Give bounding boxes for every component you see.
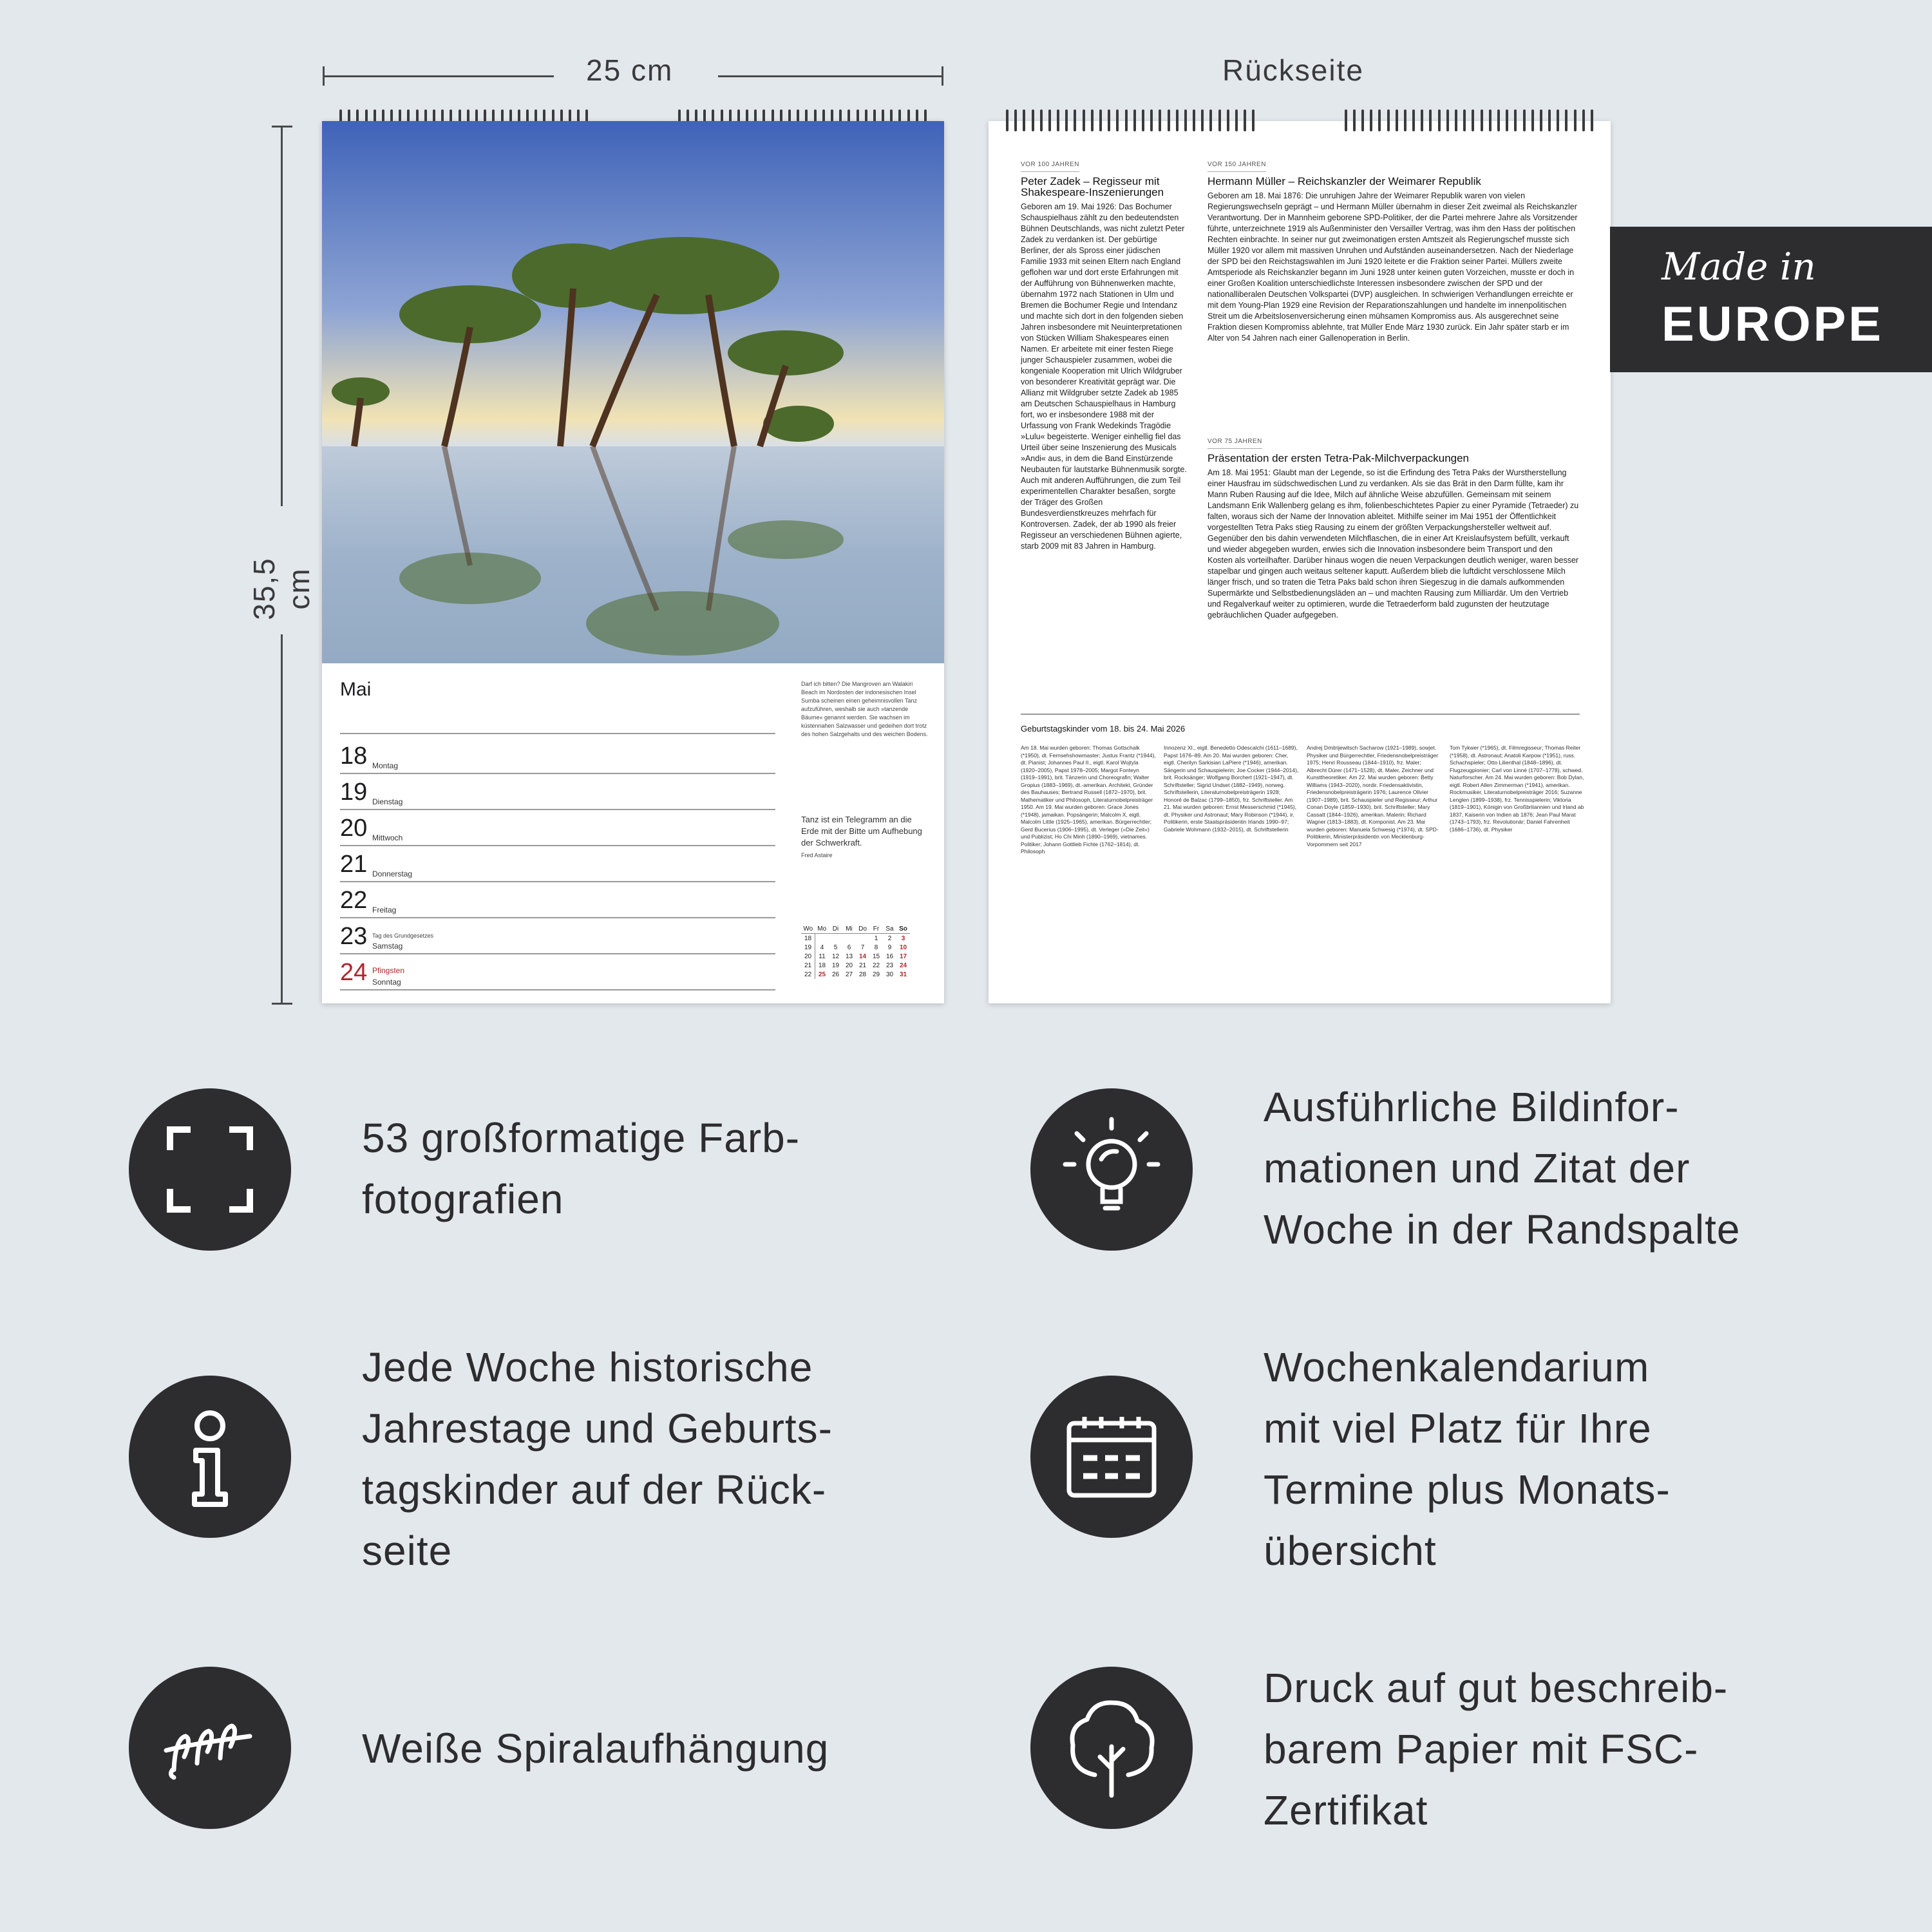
mini-cal-day: 6 <box>847 943 851 951</box>
badge-script: Made in <box>1662 245 1816 289</box>
spiral-coil <box>1048 109 1051 131</box>
spiral-coil <box>1591 109 1593 131</box>
tree-icon <box>1030 1667 1193 1829</box>
feature-calendar-line2: mit viel Platz für Ihre <box>1264 1405 1652 1452</box>
day-number: 22 <box>340 887 368 914</box>
feature-history <box>362 1337 833 1582</box>
mini-cal-day <box>815 934 829 943</box>
mini-cal-week: 21 <box>801 961 815 970</box>
mini-cal-day: 26 <box>831 971 840 978</box>
spiral-coil <box>1412 109 1415 131</box>
spiral-coil <box>1361 109 1364 131</box>
spiral-coil <box>1531 109 1534 131</box>
article-tetrapak-title: Präsentation der ersten Tetra-Pak-Milchverpackungen <box>1208 452 1470 464</box>
article-tetrapak <box>1208 435 1580 621</box>
mini-cal-day: 16 <box>886 952 894 960</box>
mini-cal-week: 20 <box>801 952 815 961</box>
spiral-coil <box>1006 109 1009 131</box>
week-top-rule <box>340 733 775 734</box>
feature-weekly-calendar <box>1264 1337 1671 1582</box>
mini-cal-day: 20 <box>845 961 853 969</box>
mini-cal-header: Sa <box>883 924 896 934</box>
day-name: Mittwoch <box>372 833 403 842</box>
spiral-coil <box>1168 109 1170 131</box>
mini-cal-header: Mi <box>842 924 856 934</box>
spiral-coil <box>1116 109 1119 131</box>
spiral-coil <box>1438 109 1441 131</box>
feature-calendar-line1: Wochenkalendarium <box>1264 1344 1650 1390</box>
birthday-col-3: Andrej Dmitrijewitsch Sacharow (1921–1989), sowjet. Physiker und Bürgerrechtler, Friedensnobelpreisträger 1975; Henri Rousseau (1844–1910), frz. Maler; Albrecht Dürer (1471–1528), dt. Maler, Zeichner und Kunsttheoretiker. Am 22. Mai wurden geboren: Betty Williams (1943–2020), nordir. Friedensaktivistin, Friedensnobelpreisträgerin 1976; Laurence Olivier (1907–1989), brit. Schauspieler und Regisseur; Arthur Conan Doyle (1859–1930), brit. Schriftsteller; Mary Cassatt (1844–1926), amerikan. Malerin; Richard Wagner (1813–1883), dt. Komponist. Am 23. Mai wurden geboren: Manuela Schwesig (*1974), dt. SPD-Politikerin, Ministerpräsidentin von Mecklenburg-Vorpommern seit 2017 <box>1307 744 1439 848</box>
spiral-coil <box>1074 109 1076 131</box>
birthday-title: Geburtstagskinder vom 18. bis 24. Mai 2026 <box>1021 724 1186 734</box>
mini-cal-day: 25 <box>818 971 826 978</box>
feature-calendar-line3: Termine plus Monats- <box>1264 1466 1671 1513</box>
article-zadek-title: Peter Zadek – Regisseur mit Shakespeare-Inszenierungen <box>1021 175 1164 198</box>
mini-cal-day: 30 <box>886 971 894 978</box>
spiral-coil <box>1142 109 1144 131</box>
day-number: 19 <box>340 779 368 806</box>
article-tetrapak-kicker: VOR 75 JAHREN <box>1208 436 1262 449</box>
spiral-coil <box>1057 109 1059 131</box>
feature-fsc-line1: Druck auf gut beschreib- <box>1264 1665 1728 1711</box>
article-mueller-title: Hermann Müller – Reichskanzler der Weimarer Republik <box>1208 175 1481 187</box>
article-mueller-kicker: VOR 150 JAHREN <box>1208 159 1266 172</box>
spiral-coil <box>1472 109 1474 131</box>
calendar-back-page <box>989 121 1611 1003</box>
spiral-coil <box>1159 109 1161 131</box>
mini-cal-day <box>829 934 842 943</box>
month-title: Mai <box>340 679 372 700</box>
spiral-coil <box>1446 109 1449 131</box>
spiral-coil <box>1193 109 1195 131</box>
spiral-coil <box>1481 109 1483 131</box>
spiral-coil <box>1370 109 1372 131</box>
day-name: Donnerstag <box>372 869 413 878</box>
day-number: 18 <box>340 743 368 770</box>
mini-cal-day: 17 <box>899 952 907 960</box>
spiral-coil <box>1083 109 1085 131</box>
day-row[interactable] <box>340 737 775 774</box>
spiral-coil <box>1125 109 1128 131</box>
spiral-coil <box>1455 109 1457 131</box>
spiral-coil <box>1404 109 1406 131</box>
mini-cal-day: 5 <box>833 943 838 951</box>
mini-cal-header: Do <box>856 924 869 934</box>
spiral-coil <box>1252 109 1255 131</box>
height-label: 35,5 cm <box>247 557 316 620</box>
article-tetrapak-text: Am 18. Mai 1951: Glaubt man der Legende, so ist die Erfindung des Tetra Paks der Wurstherstellung einer Hausfrau im südschwedischen Lund zu verdanken. Als sie das Brät in den Darm füllte, kam ihr Mann Ruben Rausing auf die Idee, Milch auf ähnliche Weise abzufüllen. Gemeinsam mit seinem Landsmann Erik Wallenberg gelang es ihm, folienbeschichtetes Papier zu einer Pyramide (Tetraeder) zu falten, woraus sich der Name der Innovation ableitet. Mithilfe seiner im Mai 1951 der Öffentlichkeit vorgestellten Tetra Paks stieg Rausing zu einem der größten Verpackungshersteller weltweit auf. Gegenüber den bis dahin verwendeten Milchflaschen, die in einer Art Kreislaufsystem befüllt, verkauft und wieder abgegeben wurden, erwies sich die Innovation insbesondere beim Transport und den Kosten als vorteilhafter. Darüber hinaus wogen die neuen Verpackungen deutlich weniger, waren besser stapelbar und gingen auch weitaus seltener kaputt. Außerdem blieb die luftdicht verschlossene Milch länger frisch, und so traten die Tetra Paks bald schon ihren Siegeszug in die damals aufkommenden Supermärkte und Selbstbedienungsläden an – und machten Rausing zum Milliardär. Um den Vertrieb und Regalverkauf weiter zu optimieren, wurde die Tetraederform bald zugunsten der heutzutage gebräuchlichen Quader aufgegeben. <box>1208 468 1579 620</box>
spiral-coil <box>1523 109 1526 131</box>
mini-cal-day: 24 <box>899 961 907 969</box>
mini-cal-week: 18 <box>801 934 815 943</box>
mini-cal-day <box>856 934 869 943</box>
info-icon <box>129 1376 291 1538</box>
spiral-coil <box>1235 109 1238 131</box>
spiral-coil <box>1184 109 1187 131</box>
mini-cal-header: Wo <box>801 924 815 934</box>
back-side-label: Rückseite <box>1222 53 1364 87</box>
badge-europe: EUROPE <box>1662 297 1884 352</box>
feature-spiral <box>362 1718 829 1779</box>
mini-cal-day: 1 <box>874 934 878 942</box>
expand-frame-icon <box>129 1088 291 1251</box>
spiral-coil <box>1201 109 1204 131</box>
mini-cal-header: Mo <box>815 924 829 934</box>
day-number: 23 <box>340 923 368 950</box>
day-number: 21 <box>340 851 368 878</box>
spiral-coil <box>1209 109 1212 131</box>
day-name: Montag <box>372 761 399 770</box>
spiral-coil <box>1014 109 1017 131</box>
day-row[interactable] <box>340 773 775 810</box>
mini-cal-day: 12 <box>831 952 840 960</box>
feature-spiral-line1: Weiße Spiralaufhängung <box>362 1725 829 1772</box>
day-row[interactable] <box>340 917 775 954</box>
feature-fsc-paper <box>1264 1658 1728 1841</box>
spiral-binding <box>989 109 1611 133</box>
spiral-coil <box>1548 109 1551 131</box>
spiral-coil <box>1353 109 1356 131</box>
spiral-coil <box>1582 109 1585 131</box>
mini-cal-day <box>842 934 856 943</box>
feature-photos <box>362 1108 800 1230</box>
day-row[interactable] <box>340 881 775 918</box>
spiral-coil <box>1176 109 1179 131</box>
mini-month-calendar <box>801 924 910 979</box>
spiral-coil <box>1218 109 1221 131</box>
quote <box>801 814 930 860</box>
article-zadek <box>1021 158 1187 552</box>
spiral-coil <box>1497 109 1500 131</box>
mini-cal-day: 28 <box>858 971 867 978</box>
mini-cal-day: 9 <box>887 943 892 951</box>
feature-info-line3: Woche in der Randspalte <box>1264 1206 1741 1253</box>
side-caption: Darf ich bitten? Die Mangroven am Walakiri Beach im Nordosten der indonesischen Insel Sumba scheinen einen geheimnisvollen Tanz aufzuführen, weshalb sie auch »tanzende Bäume« genannt werden. Sie wachsen im küstennahen Salzwasser und gedeihen dort trotz des hohen Salzgehalts und des weichen Bodens. <box>801 681 928 737</box>
quote-author: Fred Astaire <box>801 852 833 858</box>
spiral-coil <box>1032 109 1034 131</box>
spiral-coil <box>1387 109 1390 131</box>
mini-cal-day: 11 <box>819 952 826 960</box>
spiral-coil <box>1108 109 1110 131</box>
spiral-binding-icon <box>129 1667 291 1829</box>
spiral-coil <box>1506 109 1508 131</box>
feature-history-line3: tagskinder auf der Rück- <box>362 1466 827 1513</box>
mini-cal-header: Fr <box>869 924 883 934</box>
mini-cal-day: 23 <box>886 961 894 969</box>
spiral-coil <box>1378 109 1381 131</box>
feature-info-line1: Ausführliche Bildinfor- <box>1264 1084 1680 1130</box>
mini-cal-day: 14 <box>858 952 867 960</box>
day-row[interactable] <box>340 845 775 882</box>
feature-info-line2: mationen und Zitat der <box>1264 1145 1690 1191</box>
mini-cal-day: 27 <box>845 971 853 978</box>
mini-cal-day: 15 <box>872 952 880 960</box>
day-note: Tag des Grundgesetzes <box>372 933 434 939</box>
spiral-coil <box>1091 109 1094 131</box>
made-in-europe-badge <box>1610 227 1932 372</box>
quote-text: Tanz ist ein Telegramm an die Erde mit der Bitte um Aufhebung der Schwerkraft. <box>801 815 922 848</box>
article-zadek-kicker: VOR 100 JAHREN <box>1021 159 1079 172</box>
day-name: Samstag <box>372 942 403 951</box>
feature-image-info <box>1264 1077 1740 1260</box>
spiral-coil <box>1040 109 1043 131</box>
spiral-coil <box>1244 109 1246 131</box>
mini-cal-day: 31 <box>899 971 907 978</box>
spiral-coil <box>1099 109 1102 131</box>
light-bulb-icon <box>1030 1088 1193 1251</box>
spiral-coil <box>1574 109 1577 131</box>
mini-cal-day: 2 <box>887 934 892 942</box>
feature-photos-line1: 53 großformatige Farb- <box>362 1115 800 1161</box>
day-name: Dienstag <box>372 797 403 806</box>
mini-cal-day: 10 <box>899 943 907 951</box>
day-note: Pfingsten <box>372 966 405 975</box>
mini-cal-day: 4 <box>820 943 824 951</box>
width-label: 25 cm <box>586 53 674 87</box>
birthday-col-2: Innozenz XI., eigtl. Benedetto Odescalchi (1611–1689), Papst 1676–89. Am 20. Mai wurden geboren: Cher, eigtl. Cherilyn Sarkisian LaPiere (*1946), amerikan. Sängerin und Schauspielerin; Joe Cocker (1944–2014), brit. Rocksänger; Wolfgang Borchert (1921–1947), dt. Schriftsteller; Sigrid Undset (1882–1949), norweg. Schriftstellerin, Literaturnobelpreisträgerin 1928; Honoré de Balzac (1799–1850), frz. Schriftsteller. Am 21. Mai wurden geboren: Ernst Messerschmid (*1945), dt. Physiker und Astronaut; Mary Robinson (*1944), ir. Politikerin, erste Staatspräsidentin Irlands 1990–97; Gabriele Wohmann (1932–2015), dt. Schriftstellerin <box>1164 744 1299 833</box>
article-zadek-text: Geboren am 19. Mai 1926: Das Bochumer Schauspielhaus zählt zu den bedeutendsten Bühnen Deutschlands, was nicht zuletzt Peter Zadek zu verdanken ist. Der gebürtige Berliner, der als Spross einer jüdischen Familie 1933 mit seinen Eltern nach England geflohen war und dort erste Erfahrungen mit der Aufführung von Bühnenwerken machte, übernahm 1972 nach Stationen in Ulm und Bremen die Bochumer Regie und Intendanz und machte sich dort in den folgenden sieben Jahren insbesondere mit Neuinterpretationen von Stücken William Shakespeares einen Namen. Er arbeitete mit einer festen Riege junger Schauspieler zusammen, wobei die kongeniale Kooperation mit Ulrich Wildgruber von besonderer Kreativität geprägt war. Die Allianz mit Wildgruber setzte Zadek ab 1985 am Deutschen Schauspielhaus in Hamburg fort, wo er insbesondere 1988 mit der Urfassung von Frank Wedekinds Tragödie »Lulu« begeisterte. Weniger einhellig fiel das Urteil über seine Inszenierung des Musicals »Andi« aus, in dem die Band Einstürzende Neubauten für lautstarke Bühnenmusik sorgte. Auch mit anderen Aufführungen, die zum Teil experimentellen Charakter besaßen, sorgte der Träger des Großen Bundesverdienstkreuzes mehrfach für Kontroversen. Zadek, der ab 1990 als freier Regisseur an verschiedenen Bühnen agierte, starb 2009 mit 83 Jahren in Hamburg. <box>1021 202 1187 551</box>
feature-fsc-line2: barem Papier mit FSC- <box>1264 1726 1699 1772</box>
day-number: 20 <box>340 815 368 842</box>
spiral-coil <box>1540 109 1542 131</box>
spiral-coil <box>1023 109 1025 131</box>
spiral-coil <box>1463 109 1466 131</box>
day-name: Freitag <box>372 905 397 914</box>
article-mueller-text: Geboren am 18. Mai 1876: Die unruhigen Jahre der Weimarer Republik waren von vielen Regierungswechseln geprägt – und Hermann Müller übernahm in dieser Zeit zweimal als Reichskanzler Verantwortung. Der in Mannheim geborene SPD-Politiker, der die Partei mehrere Jahre als Vorsitzender führte, unterzeichnete 1919 als Außenminister den Versailler Vertrag, was ihm den Hass der politischen Rechten einbrachte. In seiner nur gut zweimonatigen ersten Amtszeit als Regierungschef musste sich Müller 1920 vor allem mit massiven Unruhen und Aufständen auseinandersetzen. Nach der Niederlage der SPD bei den Reichstagswahlen im Juni 1920 leitete er die Fraktion seiner Partei. Müllers zweite Amtsperiode als Reichskanzler begann im Juni 1928 unter keinen guten Vorzeichen, musste er doch in einer Großen Koalition unterschiedlichste Interessen insbesondere zwischen der SPD und der nationalliberalen Deutschen Volkspartei (DVP) ausgleichen. In schwierigen Verhandlungen erreichte er mit dem Young-Plan 1929 eine Revision der Reparationszahlungen und handelte im innenpolitischen Streit um die Arbeitslosenversicherung einen mühsamen Kompromiss aus. Als ausgerechnet seine Fraktion diesen Kompromiss ablehnte, trat Müller Ende März 1930 zurück. Ein Jahr später starb er im Alter von 54 Jahren nach einer Gallenoperation in Berlin. <box>1208 191 1578 343</box>
article-mueller <box>1208 158 1580 344</box>
spiral-coil <box>1557 109 1559 131</box>
feature-history-line4: seite <box>362 1528 453 1574</box>
calendar-icon <box>1030 1376 1193 1538</box>
spiral-coil <box>1227 109 1229 131</box>
feature-fsc-line3: Zertifikat <box>1264 1787 1428 1833</box>
day-row[interactable] <box>340 809 775 846</box>
spiral-coil <box>1429 109 1432 131</box>
mini-cal-day: 13 <box>845 952 853 960</box>
birthday-rule <box>1021 714 1580 715</box>
spiral-coil <box>1489 109 1492 131</box>
day-name: Sonntag <box>372 978 401 987</box>
mini-cal-day: 3 <box>901 934 905 942</box>
day-row[interactable] <box>340 953 775 990</box>
mini-cal-day: 21 <box>858 961 867 969</box>
mini-cal-week: 22 <box>801 970 815 979</box>
birthday-col-4: Tom Tykwer (*1965), dt. Filmregisseur; Thomas Reiter (*1958), dt. Astronaut; Anatoli Karpow (*1951), russ. Schachspieler; Otto Lilienthal (1848–1896), dt. Flugzeugpionier; Carl von Linné (1707–1778), schwed. Naturforscher. Am 24. Mai wurden geboren: Bob Dylan, eigtl. Robert Allen Zimmerman (*1941), amerikan. Rockmusiker, Literaturnobelpreisträger 2016; Suzanne Lenglen (1899–1938), frz. Tennisspielerin; Viktoria (1819–1901), Königin von Großbritannien und Irland ab 1837, Kaiserin von Indien ab 1876; Jean Paul Marat (1743–1793), frz. Revolutionär; Daniel Fahrenheit (1686–1736), dt. Physiker <box>1450 744 1584 833</box>
mini-cal-day: 7 <box>860 943 865 951</box>
spiral-coil <box>1133 109 1136 131</box>
mini-cal-day: 22 <box>872 961 880 969</box>
mini-cal-day: 29 <box>872 971 880 978</box>
day-number: 24 <box>340 959 368 986</box>
mini-cal-day: 19 <box>831 961 840 969</box>
spiral-coil <box>1514 109 1517 131</box>
spiral-coil <box>1345 109 1347 131</box>
spiral-coil <box>1150 109 1153 131</box>
mini-cal-header: So <box>896 924 910 934</box>
calendar-front-page <box>322 121 944 1003</box>
mini-cal-week: 19 <box>801 943 815 952</box>
spiral-coil <box>1396 109 1398 131</box>
feature-photos-line2: fotografien <box>362 1176 564 1222</box>
feature-calendar-line4: übersicht <box>1264 1528 1437 1574</box>
spiral-coil <box>1065 109 1068 131</box>
spiral-coil <box>1421 109 1423 131</box>
feature-history-line1: Jede Woche historische <box>362 1344 813 1390</box>
birthday-col-1: Am 18. Mai wurden geboren: Thomas Gottschalk (*1950), dt. Fernsehshowmaster; Justus Frantz (*1944), dt. Pianist; Johannes Paul II., eigtl. Karol Wojtyla (1920–2005), Papst 1978–2005; Margot Fonteyn (1919–1991), brit. Tänzerin und Choreografin; Walter Gropius (1883–1969), dt.-amerikan. Architekt, Gründer des Bauhauses; Bertrand Russell (1872–1970), brit. Mathematiker und Philosoph, Literaturnobelpreisträger 1950. Am 19. Mai wurden geboren: Grace Jones (*1948), jamaikan. Popsängerin; Malcolm X, eigtl. Malcolm Little (1925–1965), amerikan. Bürgerrechtler; Gerd Bucerius (1906–1995), dt. Verleger (»Die Zeit«) und Publizist; Ho Chi Minh (1890–1969), vietnames. Politiker; Johann Gottlieb Fichte (1762–1814), dt. Philosoph <box>1021 744 1156 855</box>
mini-cal-header: Di <box>829 924 842 934</box>
spiral-coil <box>1565 109 1567 131</box>
mangrove-photo <box>322 121 944 663</box>
mini-cal-day: 18 <box>818 961 826 969</box>
mini-cal-day: 8 <box>874 943 878 951</box>
feature-history-line2: Jahrestage und Geburts- <box>362 1405 833 1452</box>
